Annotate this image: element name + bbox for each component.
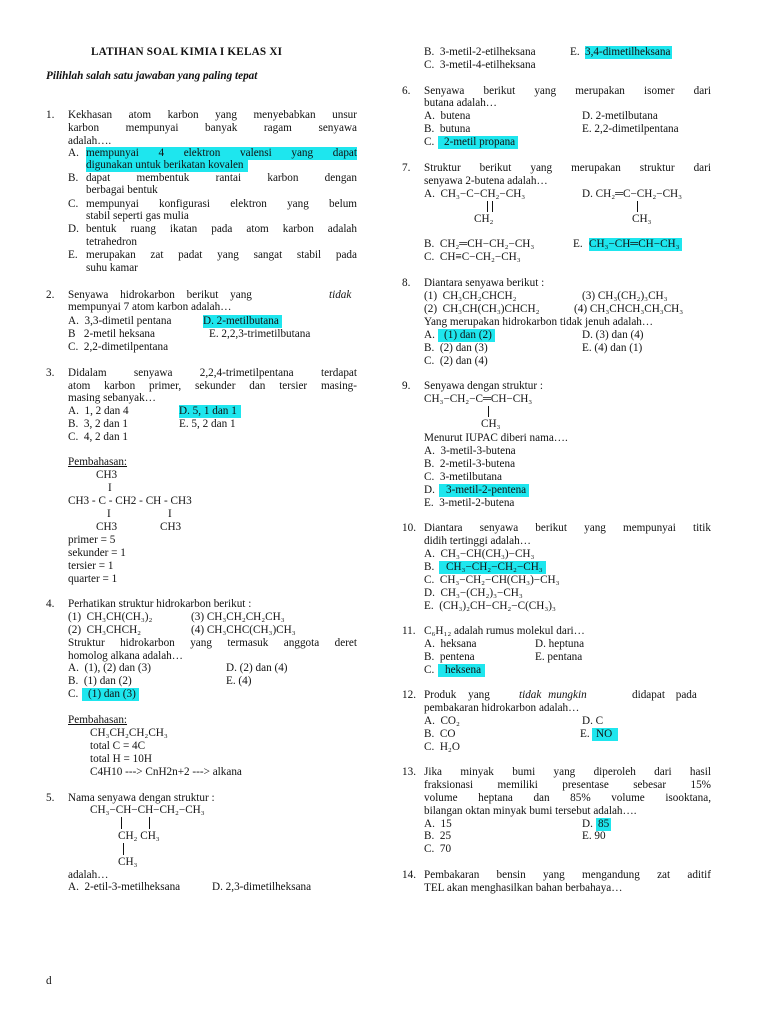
option-text: E. (4) xyxy=(226,675,252,687)
option-text: D. (3) dan (4) xyxy=(582,329,644,341)
answer-highlight: 3,4-dimetilheksana xyxy=(585,46,671,58)
question-stem: Menurut IUPAC diberi nama…. xyxy=(424,432,568,444)
option-text: B. 3-metil-2-etilheksana xyxy=(424,46,536,58)
option-text: B. 3, 2 dan 1 xyxy=(68,418,128,430)
option-text: C. 2,2-dimetilpentana xyxy=(68,341,169,353)
answer-highlight: 2-metil propana xyxy=(438,136,518,149)
compound-item: (1) CH₃CH₂CHCH₂ xyxy=(424,290,517,302)
structure-text: CH3 xyxy=(160,521,182,533)
structure-text: I xyxy=(107,508,111,520)
option-text: A. 3,3-dimetil pentana xyxy=(68,315,172,327)
option-label: C. xyxy=(424,136,435,148)
question-number: 11. xyxy=(402,625,416,637)
option-label: E. xyxy=(580,728,590,740)
pembahasan-heading: Pembahasan: xyxy=(68,456,128,468)
option-text: C. CH₃−CH₂−CH(CH₃)−CH₃ xyxy=(424,574,560,586)
question-stem: C₆H₁₂ adalah rumus molekul dari… xyxy=(424,625,585,637)
question-number: 1. xyxy=(46,109,55,121)
pembahasan-heading: Pembahasan: xyxy=(68,714,128,726)
option-text: E. 2,2,3-trimetilbutana xyxy=(209,328,311,340)
structure-text: CH₃−CH₂−C═CH−CH₃ xyxy=(424,393,533,405)
option-text: D. (2) dan (4) xyxy=(226,662,288,674)
option-text: B. CH₂═CH−CH₂−CH₃ xyxy=(424,238,535,250)
question-stem: bilangan oktan minyak bumi tersebut adalah…. xyxy=(424,805,637,817)
footer-mark: d xyxy=(46,975,52,987)
answer-highlight: digunakan untuk berikatan kovalen xyxy=(86,159,248,172)
structure-text: I xyxy=(108,482,112,494)
question-stem: atom karbon primer, sekunder dan tersier masing- xyxy=(68,380,357,392)
question-number: 3. xyxy=(46,367,55,379)
option-text: A. 2-etil-3-metilheksana xyxy=(68,881,181,893)
structure-text: I xyxy=(168,508,172,520)
option-label: B. xyxy=(68,172,79,184)
answer-highlight: D. 5, 1 dan 1 xyxy=(179,405,241,418)
option-text: B. 25 xyxy=(424,830,452,842)
option-text: C. 4, 2 dan 1 xyxy=(68,431,128,443)
question-stem: Perhatikan struktur hidrokarbon berikut : xyxy=(68,598,252,610)
question-number: 9. xyxy=(402,380,411,392)
question-stem: volume heptana dan 85% volume isooktana, xyxy=(424,792,711,804)
option-text: A. 15 xyxy=(424,818,452,830)
question-stem: Senyawa berikut yang merupakan isomer dari xyxy=(424,85,711,97)
compound-item: (3) CH₃CH₂CH₂CH₃ xyxy=(191,611,285,623)
question-stem: Diantara senyawa berikut yang mempunyai titik xyxy=(424,522,711,534)
option-label: D. xyxy=(68,223,79,235)
option-text: A. 1, 2 dan 4 xyxy=(68,405,129,417)
option-label: D. xyxy=(424,484,435,496)
option-label: D. xyxy=(582,818,593,830)
option-text: B. pentena xyxy=(424,651,475,663)
option-text: B. (2) dan (3) xyxy=(424,342,488,354)
bond-line xyxy=(123,843,124,855)
structure-text: CH3 xyxy=(96,469,118,481)
structure-text: CH₃−CH−CH−CH₂−CH₃ xyxy=(90,804,205,816)
question-number: 4. xyxy=(46,598,55,610)
question-stem: didapat pada xyxy=(632,689,697,701)
option-text: tetrahedron xyxy=(86,236,137,248)
question-stem-italic: tidak mungkin xyxy=(519,689,587,701)
question-stem: Diantara senyawa berikut : xyxy=(424,277,545,289)
option-text: stabil seperti gas mulia xyxy=(86,210,189,222)
question-stem: Produk yang xyxy=(424,689,490,701)
compound-item: (2) CH₃CHCH₂ xyxy=(68,624,142,636)
instruction: Pilihlah salah satu jawaban yang paling tepat xyxy=(46,70,258,82)
option-text: C. 70 xyxy=(424,843,452,855)
option-text: C. (2) dan (4) xyxy=(424,355,488,367)
result-text: total H = 10H xyxy=(90,753,152,765)
option-label: E. xyxy=(68,249,78,261)
question-stem: Senyawa dengan struktur : xyxy=(424,380,543,392)
option-text: E. (4) dan (1) xyxy=(582,342,643,354)
option-text: B 2-metil heksana xyxy=(68,328,155,340)
result-text: total C = 4C xyxy=(90,740,146,752)
option-text: B. (1) dan (2) xyxy=(68,675,132,687)
bond-line xyxy=(149,817,150,829)
question-stem: Kekhasan atom karbon yang menyebabkan unsur xyxy=(68,109,357,121)
result-text: tersier = 1 xyxy=(68,560,114,572)
question-stem: senyawa 2-butena adalah… xyxy=(424,175,548,187)
answer-highlight: NO xyxy=(592,728,618,741)
result-text: sekunder = 1 xyxy=(68,547,126,559)
option-text: B. CO xyxy=(424,728,456,740)
compound-item: (1) CH₃CH(CH₃)₂ xyxy=(68,611,153,623)
option-label: C. xyxy=(68,688,79,700)
question-number: 13. xyxy=(402,766,416,778)
option-label: A. xyxy=(68,147,79,159)
question-number: 14. xyxy=(402,869,416,881)
question-stem: Yang merupakan hidrokarbon tidak jenuh adalah… xyxy=(424,316,654,328)
option-text: A. (1), (2) dan (3) xyxy=(68,662,151,674)
question-stem: masing sebanyak… xyxy=(68,392,156,404)
question-stem: Nama senyawa dengan struktur : xyxy=(68,792,215,804)
option-text: merupakan zat padat yang sangat stabil pada xyxy=(86,249,357,261)
option-label: E. xyxy=(573,238,583,250)
option-text: D. 2,3-dimetilheksana xyxy=(212,881,312,893)
question-stem: TEL akan menghasilkan bahan berbahaya… xyxy=(424,882,623,894)
structure-text: CH₃ xyxy=(632,213,652,225)
question-stem: didih tertinggi adalah… xyxy=(424,535,531,547)
structure-text: CH₃ xyxy=(118,856,138,868)
option-text: A. butena xyxy=(424,110,471,122)
option-label: A. xyxy=(424,329,435,341)
answer-highlight: 85 xyxy=(598,818,610,830)
question-number: 12. xyxy=(402,689,416,701)
result-text: CH₃CH₂CH₂CH₃ xyxy=(90,727,168,739)
question-number: 7. xyxy=(402,162,411,174)
option-text: C. H₂O xyxy=(424,741,460,753)
option-label: B. xyxy=(424,561,435,573)
question-stem: karbon mempunyai banyak ragam senyawa xyxy=(68,122,357,134)
question-stem: fraksionasi memiliki presentase sebesar 15% xyxy=(424,779,711,791)
question-stem: Jika minyak bumi yang diperoleh dari hasil xyxy=(424,766,711,778)
question-stem: butana adalah… xyxy=(424,97,497,109)
option-label: C. xyxy=(424,664,435,676)
option-text: mempunyai konfigurasi elektron yang belum xyxy=(86,198,357,210)
answer-highlight: (1) dan (2) xyxy=(438,329,495,342)
result-text: primer = 5 xyxy=(68,534,116,546)
page-title: LATIHAN SOAL KIMIA I KELAS XI xyxy=(91,46,283,58)
answer-highlight: heksena xyxy=(438,664,485,677)
question-number: 8. xyxy=(402,277,411,289)
question-stem: mempunyai 7 atom karbon adalah… xyxy=(68,301,232,313)
compound-item: (4) CH₃CHC(CH₃)CH₃ xyxy=(191,624,296,636)
answer-highlight: CH₃−CH═CH−CH₃ xyxy=(589,238,680,250)
question-stem: adalah…. xyxy=(68,135,112,147)
question-number: 10. xyxy=(402,522,416,534)
option-text: B. butuna xyxy=(424,123,471,135)
structure-text: CH₃ xyxy=(481,418,501,430)
question-number: 6. xyxy=(402,85,411,97)
option-text: suhu kamar xyxy=(86,262,138,274)
option-text: bentuk ruang ikatan pada atom karbon adalah xyxy=(86,223,357,235)
answer-highlight: D. 2-metilbutana xyxy=(203,315,282,328)
option-text: E. (CH₃)₂CH−CH₂−C(CH₃)₃ xyxy=(424,600,556,612)
answer-highlight: CH₃−CH₂−CH₂−CH₃ xyxy=(439,561,546,574)
compound-item: (4) CH₃CHCH₃CH₃CH₃ xyxy=(574,303,684,315)
structure-text: CH3 - C - CH2 - CH - CH3 xyxy=(68,495,192,507)
option-text: A. CH₃−CH(CH₃)−CH₃ xyxy=(424,548,535,560)
result-text: C4H10 ---> CnH2n+2 ---> alkana xyxy=(90,766,242,778)
double-bond-line xyxy=(487,201,493,212)
question-stem: Didalam senyawa 2,2,4-trimetilpentana terdapat xyxy=(68,367,357,379)
question-number: 5. xyxy=(46,792,55,804)
bond-line xyxy=(637,201,638,212)
bond-line xyxy=(488,406,489,417)
option-text: C. 3-metil-4-etilheksana xyxy=(424,59,536,71)
question-stem: Senyawa hidrokarbon berikut yang xyxy=(68,289,252,301)
question-stem: Struktur berikut yang merupakan struktur dari xyxy=(424,162,711,174)
option-text: E. 3-metil-2-butena xyxy=(424,497,515,509)
option-text: dapat membentuk rantai karbon dengan xyxy=(86,172,357,184)
option-label: E. xyxy=(570,46,580,58)
option-text: D. CH₃−(CH₂)₃−CH₃ xyxy=(424,587,523,599)
structure-text: CH₂ xyxy=(474,213,494,225)
option-text: A. CO₂ xyxy=(424,715,460,727)
question-stem: pembakaran hidrokarbon adalah… xyxy=(424,702,580,714)
question-stem: adalah… xyxy=(68,869,109,881)
question-stem: homolog alkana adalah… xyxy=(68,650,183,662)
option-text: E. pentana xyxy=(535,651,583,663)
option-text: D. CH₂═C−CH₂−CH₃ xyxy=(582,188,683,200)
option-label: C. xyxy=(68,198,79,210)
option-text: B. 2-metil-3-butena xyxy=(424,458,516,470)
option-text: E. 90 xyxy=(582,830,606,842)
question-stem-italic: tidak xyxy=(329,289,352,301)
answer-highlight: mempunyai 4 elektron valensi yang dapat xyxy=(86,147,357,159)
question-stem: Pembakaran bensin yang mengandung zat aditif xyxy=(424,869,711,881)
result-text: quarter = 1 xyxy=(68,573,118,585)
compound-item: (2) CH₃CH(CH₃)CHCH₂ xyxy=(424,303,540,315)
bond-line xyxy=(121,817,122,829)
structure-text: CH₂ CH₃ xyxy=(118,830,160,842)
option-text: C. CH≡C−CH₂−CH₃ xyxy=(424,251,521,263)
option-text: berbagai bentuk xyxy=(86,184,158,196)
answer-highlight: 3-metil-2-pentena xyxy=(439,484,529,497)
structure-text: CH3 xyxy=(96,521,118,533)
option-text: C. 3-metilbutana xyxy=(424,471,502,483)
question-number: 2. xyxy=(46,289,55,301)
option-text: D. heptuna xyxy=(535,638,585,650)
option-text: A. CH₃−C−CH₂−CH₃ xyxy=(424,188,526,200)
option-text: E. 2,2-dimetilpentana xyxy=(582,123,679,135)
compound-item: (3) CH₃(CH₂)₃CH₃ xyxy=(582,290,668,302)
option-text: A. 3-metil-3-butena xyxy=(424,445,516,457)
question-stem: Struktur hidrokarbon yang termasuk anggota deret xyxy=(68,637,357,649)
option-text: D. C xyxy=(582,715,604,727)
option-text: A. heksana xyxy=(424,638,477,650)
answer-highlight: (1) dan (3) xyxy=(82,688,139,701)
option-text: E. 5, 2 dan 1 xyxy=(179,418,236,430)
option-text: D. 2-metilbutana xyxy=(582,110,658,122)
